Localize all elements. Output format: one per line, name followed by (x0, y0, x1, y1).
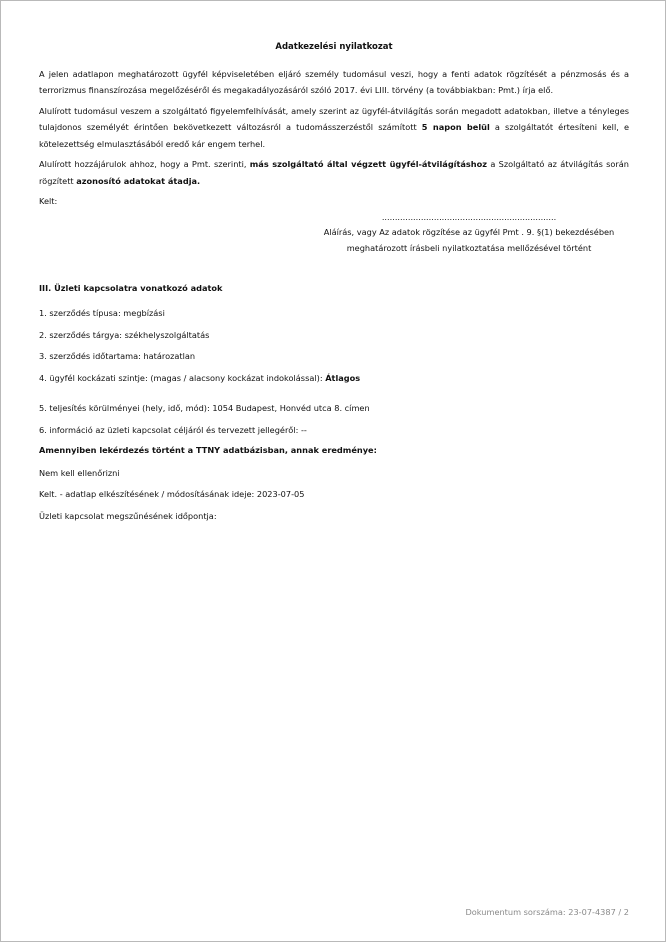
business-purpose: 6. információ az üzleti kapcsolat céljáról és tervezett jellegéről: -- (39, 424, 307, 435)
signature-line: ................................................................... (381, 211, 557, 222)
risk-level-label: 4. ügyfél kockázati szintje: (magas / alacsony kockázat indokolással): (39, 372, 326, 383)
paragraph-pmt-notice: A jelen adatlapon meghatározott ügyfél képviseletében eljáró személy tudomásul veszi, hogy a fenti adatok rögzítését a pénzmosás és a terrorizmus finanszírozása megelőzéséről és megakadályozásáról szóló 2017. évi LIII. törvény (a továbbiakban: Pmt.) írja elő. (39, 68, 629, 95)
performance-conditions: 5. teljesítés körülményei (hely, idő, mód): 1054 Budapest, Honvéd utca 8. címen (39, 403, 370, 413)
paragraph-consent-bold-d: azonosító adatokat átadja. (76, 175, 201, 186)
ttny-query-title: Amennyiben lekérdezés történt a TTNY adatbázisban, annak eredménye: (39, 445, 377, 455)
kelt-label: Kelt: (39, 196, 58, 206)
risk-level (39, 370, 629, 387)
contract-type: 1. szerződés típusa: megbízási (39, 308, 165, 318)
paragraph-change-text-a: Alulírott tudomásul veszem a szolgáltató figyelemfelhívását, amely szerint az ügyfél-átvilágítás során megadott adatokban, illetve a tényleges tulajdonos személyét érintően bekövetkezett változásról a tudomásszerzéstől számított (39, 105, 629, 132)
relationship-end-date: Üzleti kapcsolat megszűnésének időpontja: (39, 510, 217, 521)
section-3-title: III. Üzleti kapcsolatra vonatkozó adatok (39, 282, 223, 293)
contract-subject: 2. szerződés tárgya: székhelyszolgáltatás (39, 329, 210, 340)
paragraph-change-deadline: 5 napon belül (421, 122, 490, 132)
risk-level-value: Átlagos (325, 372, 361, 383)
paragraph-consent-text-c: a Szolgáltató az átvilágítás során rögzített (39, 159, 629, 186)
ttny-query-result: Nem kell ellenőrizni (39, 467, 120, 478)
datasheet-date: Kelt. - adatlap elkészítésének / módosításának ideje: 2023-07-05 (39, 489, 305, 499)
contract-duration: 3. szerződés időtartama: határozatlan (39, 351, 196, 361)
paragraph-consent-bold-b: más szolgáltató által végzett ügyfél-átvilágításhoz (249, 159, 488, 169)
document-title: Adatkezelési nyilatkozat (275, 42, 393, 52)
signature-caption-line1: Aláírás, vagy Az adatok rögzítése az ügyfél Pmt . 9. §(1) bekezdésében (323, 226, 615, 237)
paragraph-consent (39, 156, 629, 189)
paragraph-change-notice (39, 103, 629, 153)
document-number: Dokumentum sorszáma: 23-07-4387 / 2 (465, 907, 629, 917)
document-content (39, 39, 629, 524)
signature-block (309, 210, 629, 256)
paragraph-change-text-c: a szolgáltatót értesíteni kell, e kötelezettség elmulasztásából eredő kár engem terhel. (39, 122, 630, 149)
paragraph-consent-text-a: Alulírott hozzájárulok ahhoz, hogy a Pmt. szerinti, (39, 159, 250, 169)
signature-caption-line2: meghatározott írásbeli nyilatkoztatása mellőzésével történt (346, 242, 592, 253)
